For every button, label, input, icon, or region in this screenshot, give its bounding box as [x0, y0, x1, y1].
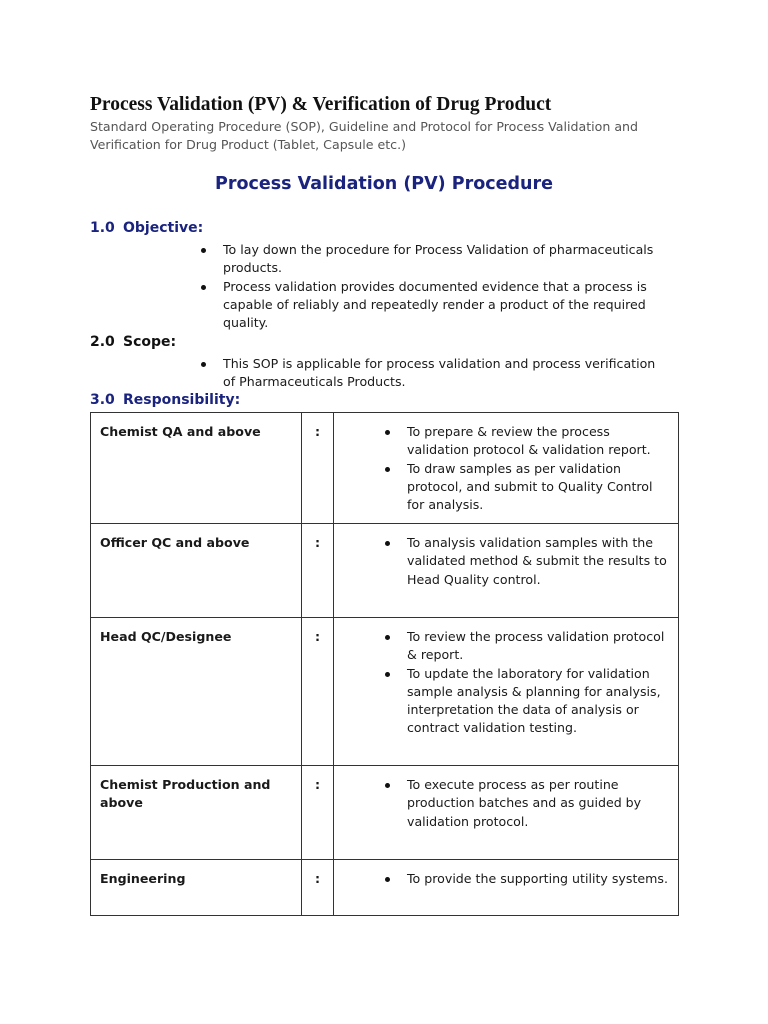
objective-heading: [90, 220, 203, 236]
list-item: To execute process as per routine production batches and as guided by validation protocol.: [384, 776, 668, 831]
duties-list: [334, 870, 668, 888]
responsibility-title: Responsibility:: [123, 392, 241, 408]
duties-list: [334, 423, 668, 514]
scope-title: Scope:: [123, 334, 177, 350]
list-item: To review the process validation protocol & report.: [384, 628, 668, 665]
table-row: [91, 413, 679, 524]
list-item: To prepare & review the process validation protocol & validation report.: [384, 423, 668, 460]
list-item: To analysis validation samples with the validated method & submit the results to Head Quality control.: [384, 534, 668, 589]
role-cell: Chemist QA and above: [91, 413, 302, 524]
duties-list: [334, 628, 668, 738]
objective-list: [200, 241, 660, 332]
document-subtitle: Standard Operating Procedure (SOP), Guideline and Protocol for Process Validation and Verification for Drug Product (Tablet, Capsule etc.): [90, 119, 639, 152]
responsibility-number: 3.0: [90, 392, 115, 408]
duties-cell: [334, 766, 679, 860]
responsibility-heading: [90, 392, 240, 408]
list-item: To lay down the procedure for Process Validation of pharmaceuticals products.: [200, 241, 660, 278]
separator-cell: :: [302, 524, 334, 618]
objective-title: Objective:: [123, 220, 204, 236]
scope-number: 2.0: [90, 334, 115, 350]
scope-list: [200, 355, 660, 392]
separator-cell: :: [302, 766, 334, 860]
scope-heading: [90, 334, 176, 350]
duties-cell: [334, 413, 679, 524]
list-item: To provide the supporting utility systems.: [384, 870, 668, 888]
separator-cell: :: [302, 860, 334, 916]
list-item: This SOP is applicable for process validation and process verification of Pharmaceuticals Products.: [200, 355, 660, 392]
duties-list: [334, 776, 668, 831]
table-row: [91, 524, 679, 618]
separator-cell: :: [302, 413, 334, 524]
role-cell: Chemist Production and above: [91, 766, 302, 860]
document-title: Process Validation (PV) & Verification of Drug Product: [90, 94, 552, 115]
role-cell: Engineering: [91, 860, 302, 916]
list-item: Process validation provides documented evidence that a process is capable of reliably and repeatedly render a product of the required quality.: [200, 278, 660, 333]
responsibility-table: [90, 412, 679, 916]
table-row: [91, 766, 679, 860]
objective-number: 1.0: [90, 220, 115, 236]
list-item: To update the laboratory for validation sample analysis & planning for analysis, interpretation the data of analysis or contract validation testing.: [384, 665, 668, 738]
table-row: [91, 618, 679, 766]
duties-list: [334, 534, 668, 589]
separator-cell: :: [302, 618, 334, 766]
role-cell: Officer QC and above: [91, 524, 302, 618]
procedure-heading: Process Validation (PV) Procedure: [215, 174, 553, 194]
list-item: To draw samples as per validation protocol, and submit to Quality Control for analysis.: [384, 460, 668, 515]
duties-cell: [334, 618, 679, 766]
duties-cell: [334, 524, 679, 618]
duties-cell: [334, 860, 679, 916]
table-row: [91, 860, 679, 916]
role-cell: Head QC/Designee: [91, 618, 302, 766]
